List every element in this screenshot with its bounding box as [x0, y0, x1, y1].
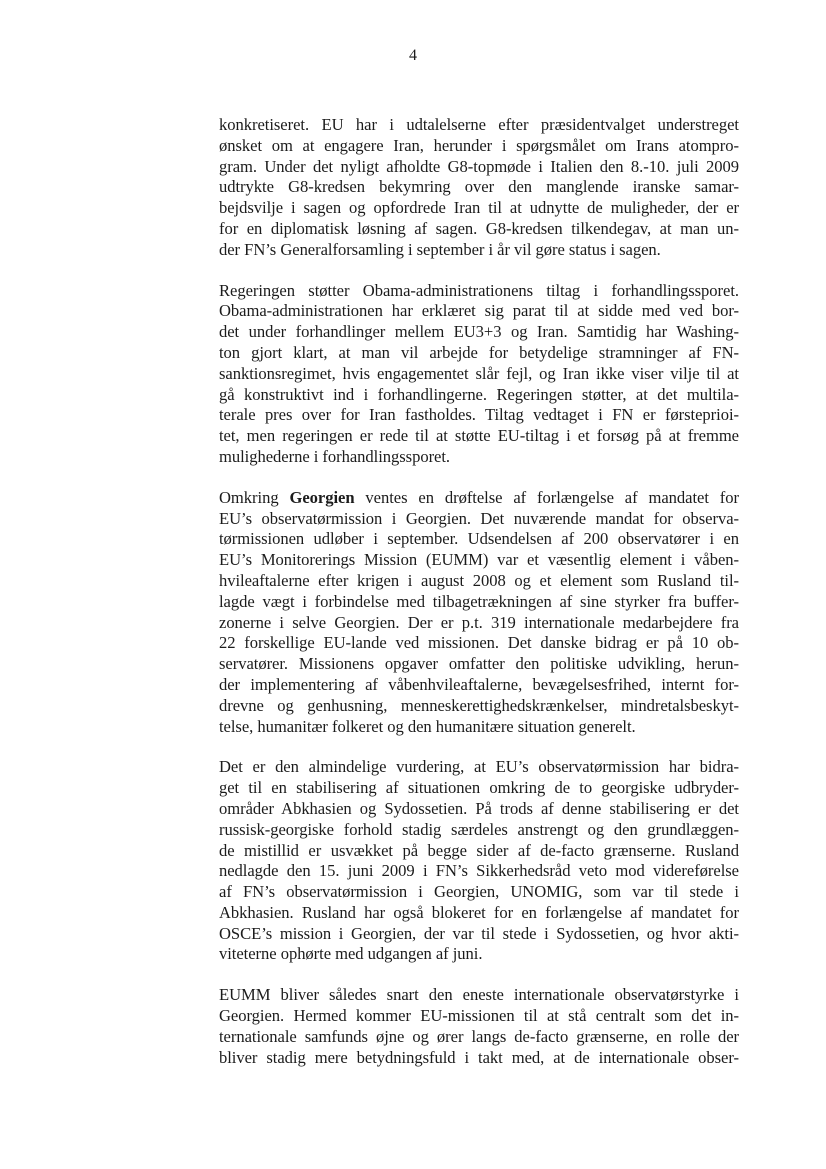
text-line: hvileaftalerne efter krigen i august 2008 og et element som Rusland til- — [219, 570, 739, 590]
text-line: viteterne ophørte med udgangen af juni. — [219, 944, 483, 964]
text-line: der FN’s Generalforsamling i september i år vil gøre status i sagen. — [219, 239, 661, 259]
text-line: gram. Under det nyligt afholdte G8-topmøde i Italien den 8.-10. juli 2009 — [219, 156, 739, 176]
text-line: ternationale samfunds øjne og ører langs de-facto grænserne, en rolle der — [219, 1026, 739, 1046]
text-line: Obama-administrationen har erklæret sig parat til at sidde med ved bor- — [219, 301, 739, 321]
page-number: 4 — [409, 47, 417, 64]
text-line: 22 forskellige EU-lande ved missionen. Det danske bidrag er på 10 ob- — [219, 633, 739, 653]
text-line: drevne og genhusning, menneskerettighedskrænkelser, mindretalsbeskyt- — [219, 695, 739, 715]
text-line: terale pres over for Iran fastholdes. Tiltag vedtaget i FN er førsteprioi- — [219, 405, 739, 425]
text-line: mulighederne i forhandlingssporet. — [219, 446, 451, 466]
text-line: tørmissionen udløber i september. Udsendelsen af 200 observatører i en — [219, 529, 739, 549]
text-line: lagde vægt i forbindelse med tilbagetrækningen af sine styrker fra buffer- — [219, 591, 739, 611]
paragraph-observer-assessment — [219, 757, 739, 965]
text-line: gå konstruktivt ind i forhandlingerne. Regeringen støtter, at det multila- — [219, 384, 739, 404]
text-line: ønsket om at engagere Iran, herunder i spørgsmålet om Irans atompro- — [219, 135, 739, 155]
text-line: Abkhasien. Rusland har også blokeret for en forlængelse af mandatet for — [219, 902, 739, 922]
text-line: Det er den almindelige vurdering, at EU’s observatørmission har bidra- — [219, 757, 739, 777]
paragraph-iran-g8 — [219, 115, 739, 261]
text-line: Georgien. Hermed kommer EU-missionen til at stå centralt som det in- — [219, 1006, 739, 1026]
text-line: bliver stadig mere betydningsfuld i takt med, at de internationale obser- — [219, 1047, 739, 1067]
text-line: servatører. Missionens opgaver omfatter den politiske udvikling, herun- — [219, 654, 739, 674]
paragraph-eumm-role — [219, 985, 739, 1068]
text-line: zonerne i selve Georgien. Der er p.t. 319 internationale medarbejdere fra — [219, 612, 739, 632]
text-line: OSCE’s mission i Georgien, der var til stede i Sydossetien, og hvor akti- — [219, 923, 739, 943]
text-line: EUMM bliver således snart den eneste internationale observatørstyrke i — [219, 985, 739, 1005]
text-line: nedlagde den 15. juni 2009 i FN’s Sikkerhedsråd veto mod videreførelse — [219, 861, 739, 881]
bold-term-georgien: Georgien — [289, 487, 355, 507]
text-line: Regeringen støtter Obama-administrationens tiltag i forhandlingssporet. — [219, 280, 739, 300]
text-line: udtrykte G8-kredsen bekymring over den manglende iranske samar- — [219, 177, 739, 197]
text-line: bejdsvilje i sagen og opfordrede Iran til at udnytte de muligheder, der er — [219, 198, 739, 218]
text-line: telse, humanitær folkeret og den humanitære situation generelt. — [219, 716, 636, 736]
text-line: for en diplomatisk løsning af sagen. G8-kredsen tilkendegav, at man un- — [219, 218, 739, 238]
text-line: EU’s observatørmission i Georgien. Det nuværende mandat for observa- — [219, 508, 739, 528]
text-run: ventes en drøftelse af forlængelse af mandatet for — [354, 487, 739, 507]
text-line: områder Abkhasien og Sydossetien. På trods af denne stabilisering er det — [219, 798, 739, 818]
text-line: der implementering af våbenhvileaftalerne, bevægelsesfrihed, internt for- — [219, 674, 739, 694]
text-line: EU’s Monitorerings Mission (EUMM) var et væsentlig element i våben- — [219, 550, 739, 570]
text-line: ton gjort klart, at man vil arbejde for betydelige stramninger af FN- — [219, 342, 739, 362]
document-body — [219, 115, 739, 1088]
paragraph-georgia-mission — [219, 488, 739, 738]
text-line: sanktionsregimet, hvis engagementet slår fejl, og Iran ikke viser vilje til at — [219, 363, 739, 383]
text-line: russisk-georgiske forhold stadig særdeles anstrengt og den grundlæggen- — [219, 819, 739, 839]
text-line: det under forhandlinger mellem EU3+3 og Iran. Samtidig har Washing- — [219, 322, 739, 342]
text-line — [219, 488, 739, 509]
text-run: Omkring — [219, 487, 290, 507]
text-line: af FN’s observatørmission i Georgien, UNOMIG, som var til stede i — [219, 882, 739, 902]
text-line: tet, men regeringen er rede til at støtte EU-tiltag i et forsøg på at fremme — [219, 426, 739, 446]
paragraph-obama-administration — [219, 281, 739, 468]
text-line: konkretiseret. EU har i udtalelserne efter præsidentvalget understreget — [219, 115, 739, 134]
text-line: de mistillid er usvækket på begge sider af de-facto grænserne. Rusland — [219, 840, 739, 860]
text-line: get til en stabilisering af situationen omkring de to georgiske udbryder- — [219, 778, 739, 798]
